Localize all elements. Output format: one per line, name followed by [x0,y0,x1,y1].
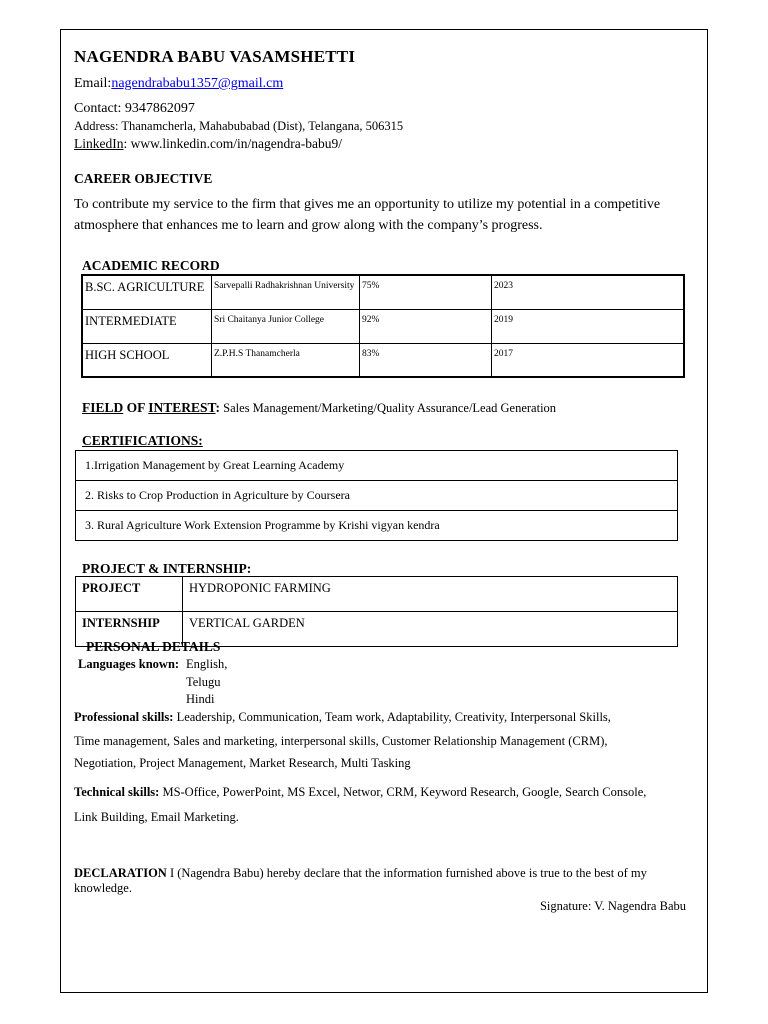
technical-skills-line-2: Link Building, Email Marketing. [74,810,239,824]
declaration-text: I (Nagendra Babu) hereby declare that the information furnished above is true to the best of my [166,866,647,880]
certifications-table [75,450,678,541]
field-of-interest-label-interest: INTEREST [148,400,216,415]
field-of-interest-line [82,400,556,416]
declaration-line-2: knowledge. [74,881,132,895]
academic-record-table [81,274,685,378]
professional-skills-label: Professional skills: [74,710,174,724]
address-line: Address: Thanamcherla, Mahabubabad (Dist), Telangana, 506315 [74,119,404,133]
career-objective-line-2: atmosphere that enhances me to learn and grow along with the company’s progress. [74,218,543,233]
language-item: Hindi [186,692,215,706]
table-row [82,275,684,309]
certification-item: 1.Irrigation Management by Great Learning Academy [76,451,678,481]
institution-cell: Sri Chaitanya Junior College [212,309,360,343]
field-of-interest-colon: : [215,400,221,415]
project-value: HYDROPONIC FARMING [183,577,678,612]
year-cell: 2023 [492,275,685,309]
table-row [76,577,678,612]
table-row [76,511,678,541]
project-internship-heading: PROJECT & INTERNSHIP: [82,561,252,576]
email-label: Email: [74,76,112,91]
candidate-name: NAGENDRA BABU VASAMSHETTI [74,47,356,66]
project-internship-table [75,576,678,647]
project-label: PROJECT [76,577,183,612]
table-row [76,481,678,511]
personal-details-heading: PERSONAL DETAILS [86,639,221,654]
career-objective-heading: CAREER OBJECTIVE [74,171,213,186]
certification-item: 2. Risks to Crop Production in Agriculture by Coursera [76,481,678,511]
email-link[interactable]: nagendrababu1357@gmail.cm [111,76,284,91]
course-cell: B.SC. AGRICULTURE [82,275,212,309]
professional-skills-line-1 [74,710,611,725]
signature: Signature: V. Nagendra Babu [539,899,686,913]
contact-line: Contact: 9347862097 [74,101,195,116]
linkedin-label: LinkedIn [74,136,124,151]
internship-label: INTERNSHIP [76,612,183,647]
linkedin-line [74,136,342,152]
linkedin-url[interactable]: : www.linkedin.com/in/nagendra-babu9/ [123,136,342,151]
year-cell: 2019 [492,309,685,343]
technical-skills-value: MS-Office, PowerPoint, MS Excel, Networ, CRM, Keyword Research, Google, Search Console, [159,785,647,799]
language-item: English, [186,657,228,671]
score-cell: 75% [360,275,492,309]
technical-skills-label: Technical skills: [74,785,160,799]
career-objective-line-1: To contribute my service to the firm that gives me an opportunity to utilize my potential in a competitive [74,197,661,212]
score-cell: 92% [360,309,492,343]
internship-value: VERTICAL GARDEN [183,612,678,647]
professional-skills-line-2: Time management, Sales and marketing, interpersonal skills, Customer Relationship Management (CRM), [74,734,608,748]
declaration-line-1 [74,866,647,881]
field-of-interest-label-of: OF [123,400,149,415]
professional-skills-value: Leadership, Communication, Team work, Adaptability, Creativity, Interpersonal Skills, [173,710,611,724]
table-row [82,343,684,377]
course-cell: HIGH SCHOOL [82,343,212,377]
certifications-heading: CERTIFICATIONS: [82,433,203,448]
score-cell: 83% [360,343,492,377]
field-of-interest-value: Sales Management/Marketing/Quality Assurance/Lead Generation [220,401,557,415]
professional-skills-line-3: Negotiation, Project Management, Market Research, Multi Tasking [74,756,411,770]
certification-item: 3. Rural Agriculture Work Extension Programme by Krishi vigyan kendra [76,511,678,541]
institution-cell: Sarvepalli Radhakrishnan University [212,275,360,309]
declaration-label: DECLARATION [74,866,167,880]
institution-cell: Z.P.H.S Thanamcherla [212,343,360,377]
academic-record-heading: ACADEMIC RECORD [82,258,220,273]
year-cell: 2017 [492,343,685,377]
email-line [74,76,283,92]
table-row [82,309,684,343]
field-of-interest-label-field: FIELD [82,400,124,415]
language-item: Telugu [186,675,221,689]
course-cell: INTERMEDIATE [82,309,212,343]
technical-skills-line-1 [74,785,646,800]
languages-label: Languages known: [78,657,180,671]
table-row [76,451,678,481]
